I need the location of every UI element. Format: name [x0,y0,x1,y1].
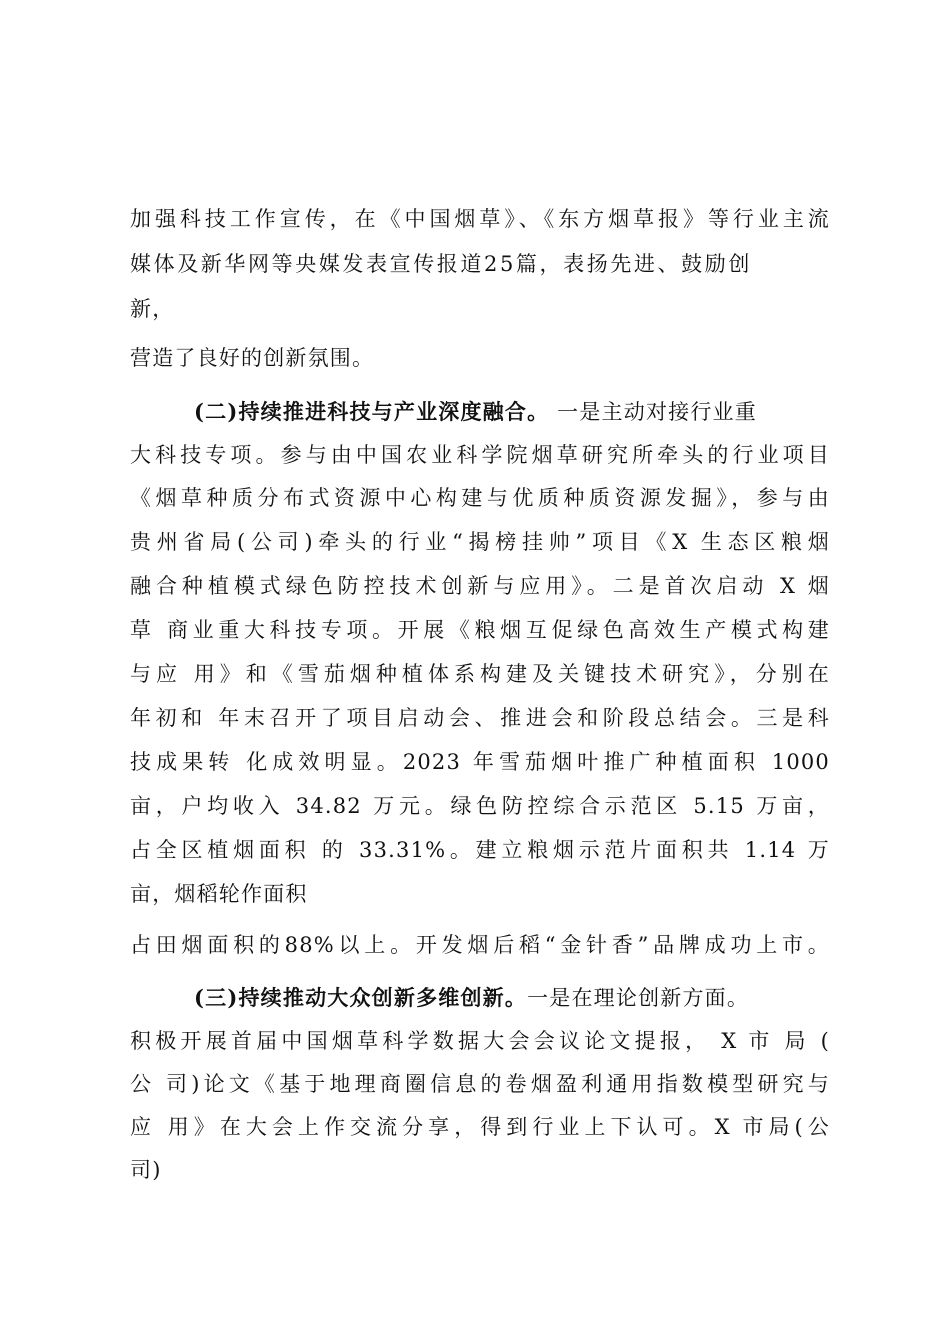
paragraph-2-line-7: 与应 用》和《雪茄烟种植体系构建及关键技术研究》，分别在 [130,662,830,686]
paragraph-2-line-12: 亩，烟稻轮作面积 [130,882,308,906]
paragraph-3-line-1 [194,983,830,1013]
paragraph-2-line-4: 贵州省局(公司)牵头的行业“揭榜挂帅”项目《X 生态区粮烟 [130,530,830,554]
paragraph-2-line-1 [194,397,830,427]
paragraph-1-line-4: 营造了良好的创新氛围。 [130,346,375,370]
paragraph-2-line-10: 亩，户均收入 34.82 万元。绿色防控综合示范区 5.15 万亩， [130,794,830,818]
paragraph-3-line-2: 积极开展首届中国烟草科学数据大会会议论文提报， X 市 局 ( [130,1029,830,1053]
section-heading-2: (二)持续推进科技与产业深度融合。 [194,399,550,424]
paragraph-2-line-6: 草 商业重大科技专项。开展《粮烟互促绿色高效生产模式构建 [130,618,830,642]
paragraph-1-line-3: 新， [130,297,175,321]
paragraph-3-line-3: 公 司)论文《基于地理商圈信息的卷烟盈利通用指数模型研究与 [130,1072,830,1096]
paragraph-2-line-2: 大科技专项。参与由中国农业科学院烟草研究所牵头的行业项目 [130,443,830,467]
section-heading-3: (三)持续推动大众创新多维创新。 [194,985,528,1010]
paragraph-2-line-3: 《烟草种质分布式资源中心构建与优质种质资源发掘》，参与由 [130,486,830,510]
paragraph-2-line-11: 占全区植烟面积 的 33.31%。建立粮烟示范片面积共 1.14 万 [130,838,830,862]
paragraph-2-line-8: 年初和 年末召开了项目启动会、推进会和阶段总结会。三是科 [130,706,830,730]
paragraph-3-line-5: 司) [130,1158,162,1182]
paragraph-2-first-line-text: 一是主动对接行业重 [549,400,757,424]
paragraph-3-first-line-text: 一是在理论创新方面。 [527,986,750,1010]
paragraph-1-line-2: 媒体及新华网等央媒发表宣传报道25篇，表扬先进、鼓励创 [130,252,752,276]
paragraph-2-line-5: 融合种植模式绿色防控技术创新与应用》。二是首次启动 X 烟 [130,574,830,598]
paragraph-1-line-1: 加强科技工作宣传，在《中国烟草》、《东方烟草报》等行业主流 [130,207,830,231]
paragraph-2-line-9: 技成果转 化成效明显。2023 年雪茄烟叶推广种植面积 1000 [130,750,830,774]
paragraph-3-line-4: 应 用》在大会上作交流分享，得到行业上下认可。X 市局(公 [130,1115,830,1139]
paragraph-2-line-13: 占田烟面积的88%以上。开发烟后稻“金针香”品牌成功上市。 [130,933,830,957]
